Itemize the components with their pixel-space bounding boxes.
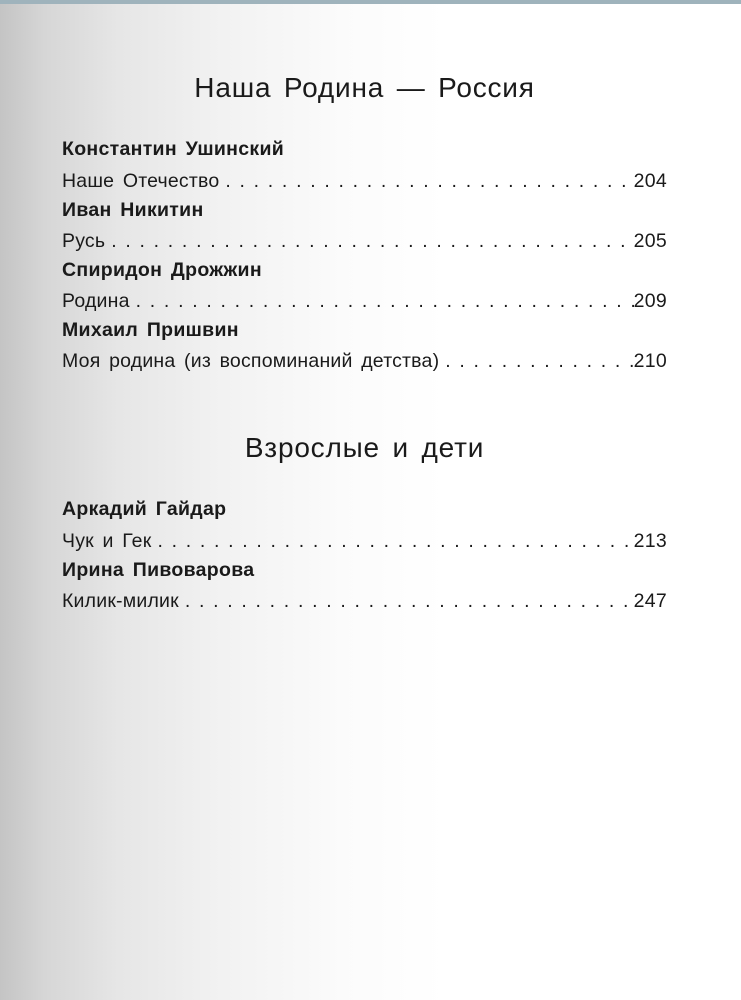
dot-leader [151,532,633,552]
dot-leader [219,172,633,192]
dot-leader [439,352,633,372]
section-title: Взрослые и дети [244,432,485,463]
section-title: Наша Родина — Россия [194,72,535,103]
toc-author: Спиридон Дрожжин [62,259,262,281]
toc-author: Ирина Пивоварова [62,559,255,581]
toc-entry[interactable] [62,172,667,192]
toc-page-number: 210 [633,350,667,372]
toc-entry[interactable] [62,532,667,552]
dot-leader [130,292,634,312]
toc-page-number: 213 [633,530,667,552]
page-top-border [0,0,741,4]
toc-entry-title: Наше Отечество [62,170,220,192]
toc-entry-title: Чук и Гек [62,530,152,552]
toc-entry-title: Родина [62,290,130,312]
toc-page-number: 247 [633,590,667,612]
toc-author: Иван Никитин [62,199,204,221]
dot-leader [179,592,634,612]
toc-page-number: 205 [633,230,667,252]
toc-entry-title: Килик-милик [62,590,179,612]
toc-author: Аркадий Гайдар [62,498,227,520]
toc-entry[interactable] [62,352,667,372]
toc-entry-title: Моя родина (из воспоминаний детства) [62,350,440,372]
toc-entry[interactable] [62,592,667,612]
toc-entry[interactable] [62,292,667,312]
toc-page-number: 209 [633,290,667,312]
toc-author: Константин Ушинский [62,138,285,160]
toc-author: Михаил Пришвин [62,319,239,341]
toc-entry[interactable] [62,232,667,252]
dot-leader [105,232,633,252]
toc-page-number: 204 [633,170,667,192]
toc-entry-title: Русь [62,230,106,252]
